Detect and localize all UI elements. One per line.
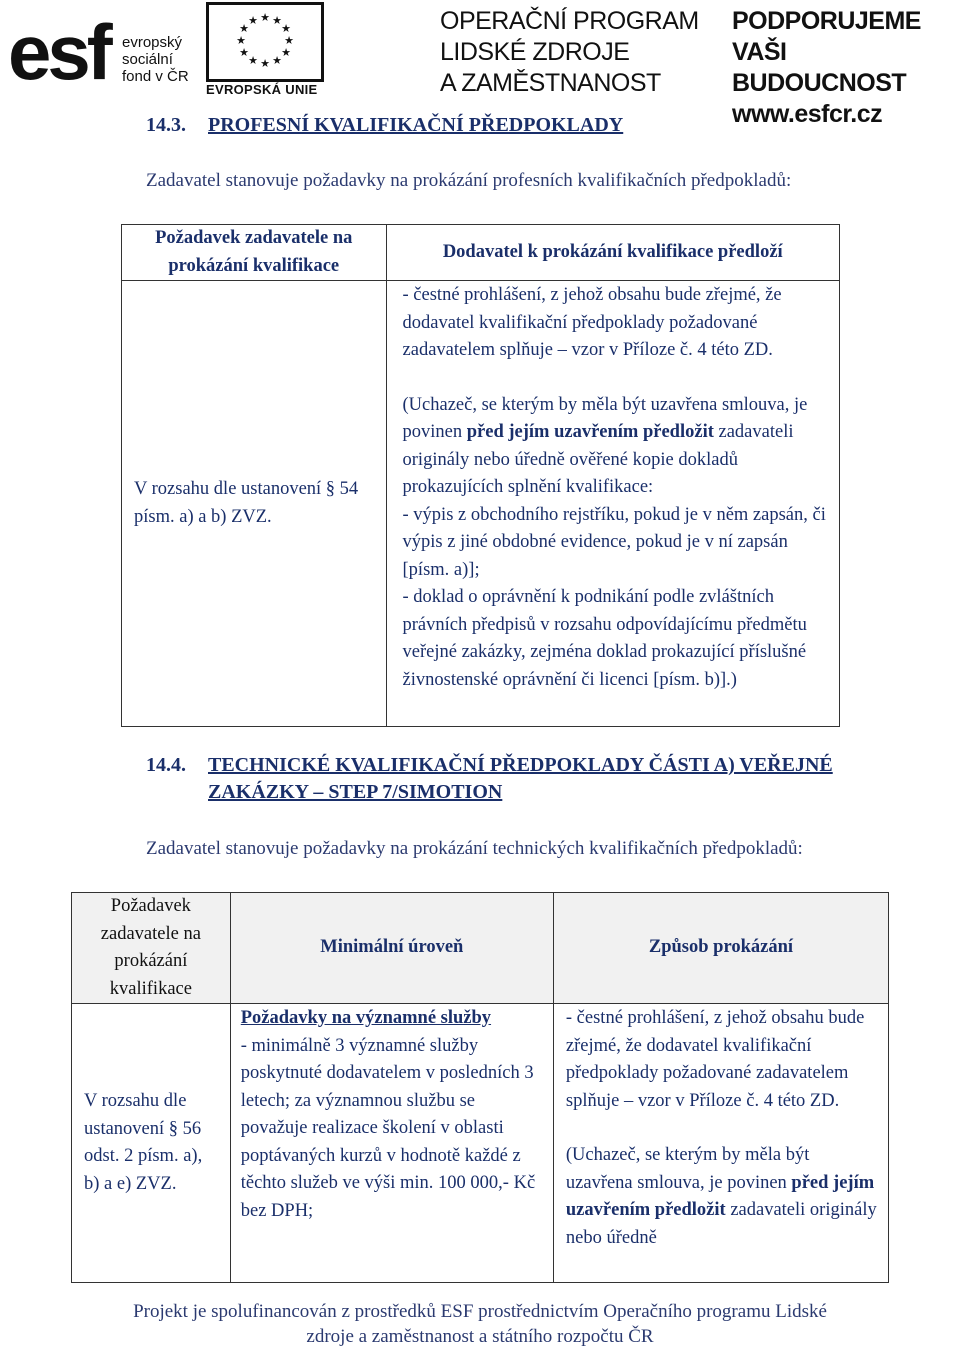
svg-text:★: ★ (239, 22, 249, 35)
section-title-line-2: ZAKÁZKY – STEP 7/SIMOTION (208, 781, 503, 803)
support-line-2: VAŠI BUDOUCNOST (732, 38, 907, 97)
proof-item-license: - doklad o oprávnění k podnikání podle zvláštních právních předpisů v rozsahu odpovídajícímu předmětu veřejné zakázky, zejména doklad prokazující příslušné živnostenské oprávnění či licenci [písm. b)].) (402, 587, 807, 690)
svg-text:★: ★ (236, 34, 246, 47)
footer-line-2: zdroje a zaměstnanost a státního rozpočtu ČR (306, 1326, 654, 1347)
op-line-3: A ZAMĚSTNANOST (440, 69, 661, 97)
support-slogan (732, 6, 960, 130)
svg-text:★: ★ (260, 11, 270, 24)
esf-logo-word: esf (8, 8, 109, 96)
table-header-minimum: Minimální úroveň (230, 893, 553, 1004)
svg-text:★: ★ (248, 14, 258, 27)
eu-caption: EVROPSKÁ UNIE (206, 82, 318, 97)
requirement-cell: V rozsahu dle ustanovení § 54 písm. a) a b) ZVZ. (122, 281, 387, 727)
proof-emphasis: před jejím uzavřením předložit (466, 422, 714, 442)
proof-emphasis: před jejím uzavřením předložit (565, 1172, 875, 1220)
proof-cell (386, 281, 839, 727)
svg-text:★: ★ (284, 34, 294, 47)
op-line-1: OPERAČNÍ PROGRAM (440, 7, 699, 35)
svg-text:★: ★ (281, 46, 291, 59)
minimum-text: - minimálně 3 významné služby poskytnuté dodavatelem v posledních 3 letech; za významnou službu se považuje realizace školení v oblasti poptávaných kurzů v hodnotě každé z těchto služeb ve výši min. 100 000,- Kč bez DPH; (240, 1035, 536, 1221)
minimum-cell (230, 1004, 553, 1283)
esf-logo-subtitle (122, 34, 189, 85)
section-intro: Zadavatel stanovuje požadavky na prokázání technických kvalifikačních předpokladů: (146, 838, 803, 859)
proof-paragraph-2 (403, 392, 827, 695)
table-header-requirement: Požadavek zadavatele na prokázání kvalifikace (72, 893, 231, 1004)
esf-line-3: fond v ČR (122, 68, 189, 85)
eu-flag-icon (206, 2, 324, 82)
svg-text:★: ★ (260, 57, 270, 70)
table-header-proof: Způsob prokázání (553, 893, 888, 1004)
proof-paragraph-2 (566, 1142, 880, 1252)
professional-qualification-table (121, 224, 840, 727)
technical-qualification-table (71, 892, 889, 1283)
proof-text: (Uchazeč, se kterým by měla být uzavřena smlouva, je povinen (565, 1145, 810, 1193)
section-title: PROFESNÍ KVALIFIKAČNÍ PŘEDPOKLADY (208, 114, 624, 136)
requirement-cell: V rozsahu dle ustanovení § 56 odst. 2 písm. a), b) a e) ZVZ. (72, 1004, 231, 1283)
section-number: 14.3. (146, 114, 186, 136)
proof-cell (553, 1004, 888, 1283)
support-line-1: PODPORUJEME (732, 7, 921, 35)
esf-line-1: evropský (122, 34, 183, 51)
esf-logo (2, 4, 198, 100)
section-heading-14-3 (146, 114, 846, 140)
proof-text-cont: zadavateli originály nebo úředně (565, 1200, 877, 1248)
minimum-title: Požadavky na významné služby (240, 1008, 492, 1028)
support-url: www.esfcr.cz (732, 100, 883, 128)
svg-text:★: ★ (248, 54, 258, 67)
esf-line-2: sociální (122, 51, 173, 68)
section-title-line-1: TECHNICKÉ KVALIFIKAČNÍ PŘEDPOKLADY ČÁSTI A) VEŘEJNÉ (208, 754, 833, 776)
svg-text:★: ★ (281, 22, 291, 35)
table-header-requirement: Požadavek zadavatele na prokázání kvalifikace (122, 225, 387, 281)
op-logo-text (440, 6, 699, 99)
proof-item-register: - výpis z obchodního rejstříku, pokud je v něm zapsán, či výpis z jiné obdobné evidence, pokud je v ní zapsán [písm. a)]; (402, 504, 826, 580)
proof-paragraph-1: - čestné prohlášení, z jehož obsahu bude zřejmé, že dodavatel kvalifikační předpoklady požadované zadavatelem splňuje – vzor v Příloze č. 4 této ZD. (565, 1008, 865, 1111)
section-number: 14.4. (146, 754, 186, 776)
proof-paragraph-1: - čestné prohlášení, z jehož obsahu bude zřejmé, že dodavatel kvalifikační předpoklady požadované zadavatelem splňuje – vzor v Příloze č. 4 této ZD. (402, 285, 782, 360)
page-footer (0, 1299, 960, 1349)
op-line-2: LIDSKÉ ZDROJE (440, 38, 630, 66)
svg-text:★: ★ (239, 46, 249, 59)
proof-text: (Uchazeč, se kterým by měla být uzavřena smlouva, je povinen (402, 394, 808, 442)
proof-text-cont: zadavateli originály nebo úředně ověřené kopie dokladů prokazujících splnění kvalifikace: (402, 422, 794, 497)
eu-logo (206, 2, 326, 100)
svg-text:★: ★ (272, 54, 282, 67)
svg-text:★: ★ (272, 14, 282, 27)
section-intro: Zadavatel stanovuje požadavky na prokázání profesních kvalifikačních předpokladů: (146, 170, 792, 191)
table-header-proof: Dodavatel k prokázání kvalifikace předloží (386, 225, 839, 281)
footer-line-1: Projekt je spolufinancován z prostředků ESF prostřednictvím Operačního programu Lidské (133, 1301, 827, 1322)
section-heading-14-4 (146, 754, 906, 810)
